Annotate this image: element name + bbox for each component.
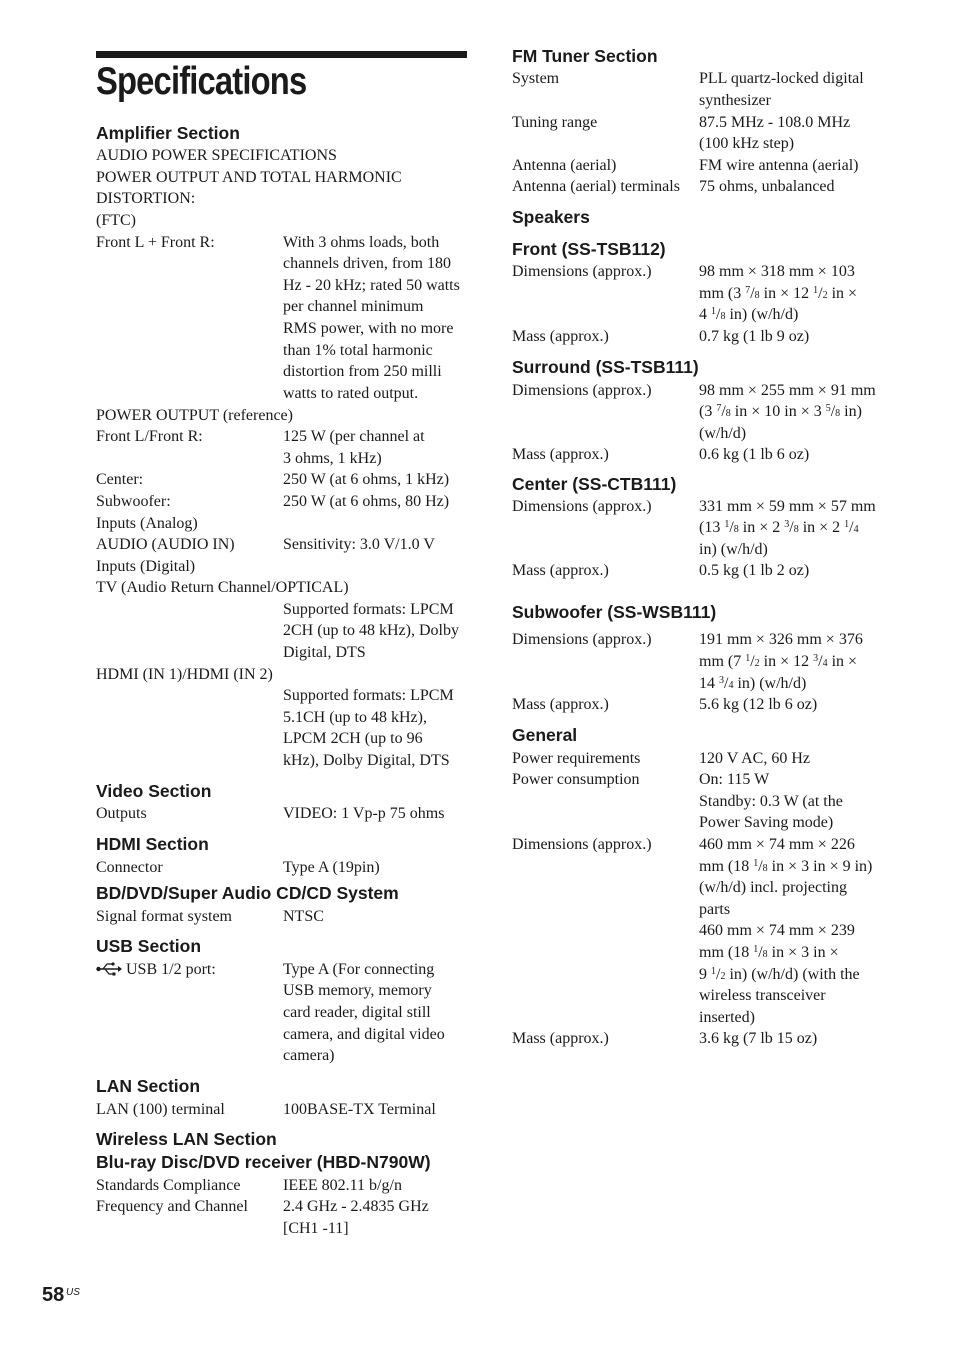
spec-label: TV (Audio Return Channel/OPTICAL): [96, 579, 349, 596]
spec-value: card reader, digital still: [283, 1004, 431, 1021]
spec-value: USB memory, memory: [283, 982, 432, 999]
spec-label: Mass (approx.): [512, 696, 609, 713]
spec-value: 460 mm × 74 mm × 226: [699, 836, 855, 853]
usb-heading: USB Section: [96, 936, 202, 956]
page-title: Specifications: [96, 60, 307, 103]
spec-label: Dimensions (approx.): [512, 263, 652, 280]
spec-value: (100 kHz step): [699, 135, 795, 152]
spec-value: (w/h/d) incl. projecting: [699, 879, 847, 896]
spec-value: mm (7 $^1$/2 in × 12 $^3$/4 in ×: [699, 653, 858, 670]
spec-value: Type A (For connecting: [283, 961, 435, 978]
spec-label: AUDIO (AUDIO IN): [96, 536, 235, 553]
spec-label: Antenna (aerial): [512, 157, 617, 174]
spec-text: Inputs (Analog): [96, 515, 198, 532]
spec-label: Front L + Front R:: [96, 234, 215, 251]
spec-value: With 3 ohms loads, both: [283, 234, 440, 251]
spec-value: Supported formats: LPCM: [283, 601, 454, 618]
spec-value: 460 mm × 74 mm × 239: [699, 922, 855, 939]
spec-value: 250 W (at 6 ohms, 80 Hz): [283, 493, 450, 510]
spec-value: 0.6 kg (1 lb 6 oz): [699, 446, 810, 463]
speakers-heading: Speakers: [512, 207, 590, 227]
spec-label: Standards Compliance: [96, 1177, 241, 1194]
spec-label: Outputs: [96, 805, 147, 822]
spec-value: 2.4 GHz - 2.4835 GHz: [283, 1198, 429, 1215]
spec-value: 0.5 kg (1 lb 2 oz): [699, 562, 810, 579]
spec-value: Digital, DTS: [283, 644, 366, 661]
spec-value: kHz), Dolby Digital, DTS: [283, 752, 450, 769]
bd-heading: BD/DVD/Super Audio CD/CD System: [96, 883, 399, 903]
spec-label: Signal format system: [96, 908, 232, 925]
spec-value: 2CH (up to 48 kHz), Dolby: [283, 622, 459, 639]
spec-label: Tuning range: [512, 114, 598, 131]
spec-value: (w/h/d): [699, 425, 747, 442]
spec-value: [CH1 -11]: [283, 1220, 349, 1237]
spec-label: Mass (approx.): [512, 328, 609, 345]
spec-value: 98 mm × 255 mm × 91 mm: [699, 382, 876, 399]
spec-value: 5.1CH (up to 48 kHz),: [283, 709, 427, 726]
spec-value: 120 V AC, 60 Hz: [699, 750, 810, 767]
spec-value: camera): [283, 1047, 335, 1064]
spec-value: RMS power, with no more: [283, 320, 454, 337]
center-speaker-heading: Center (SS-CTB111): [512, 474, 677, 494]
subwoofer-heading: Subwoofer (SS-WSB111): [512, 602, 717, 622]
spec-value: FM wire antenna (aerial): [699, 157, 859, 174]
spec-label: Antenna (aerial) terminals: [512, 178, 680, 195]
spec-value: (3 $^7$/8 in × 10 in × 3 $^5$/8 in): [699, 403, 862, 420]
spec-label: Dimensions (approx.): [512, 631, 652, 648]
spec-value: Sensitivity: 3.0 V/1.0 V: [283, 536, 435, 553]
surround-speaker-heading: Surround (SS-TSB111): [512, 357, 699, 377]
spec-value: 3.6 kg (7 lb 15 oz): [699, 1030, 818, 1047]
general-heading: General: [512, 725, 578, 745]
spec-value: 14 $^3$/4 in) (w/h/d): [699, 675, 807, 692]
spec-value: Power Saving mode): [699, 814, 834, 831]
spec-text: Inputs (Digital): [96, 558, 196, 575]
spec-value: 75 ohms, unbalanced: [699, 178, 835, 195]
spec-value: per channel minimum: [283, 298, 424, 315]
spec-value: 250 W (at 6 ohms, 1 kHz): [283, 471, 450, 488]
spec-value: parts: [699, 901, 731, 918]
spec-value: channels driven, from 180: [283, 255, 451, 272]
spec-value: mm (18 $^1$/8 in × 3 in ×: [699, 944, 839, 961]
spec-value: 4 $^1$/8 in) (w/h/d): [699, 306, 799, 323]
spec-label: USB 1/2 port:: [126, 961, 216, 978]
spec-value: 98 mm × 318 mm × 103: [699, 263, 855, 280]
spec-text: POWER OUTPUT (reference): [96, 407, 293, 424]
spec-value: 5.6 kg (12 lb 6 oz): [699, 696, 818, 713]
spec-value: 331 mm × 59 mm × 57 mm: [699, 498, 876, 515]
spec-value: VIDEO: 1 Vp-p 75 ohms: [283, 805, 445, 822]
spec-value: inserted): [699, 1009, 755, 1026]
spec-value: On: 115 W: [699, 771, 770, 788]
spec-value: mm (18 $^1$/8 in × 3 in × 9 in): [699, 858, 873, 875]
spec-value: (13 $^1$/8 in × 2 $^3$/8 in × 2 $^1$/4: [699, 519, 859, 536]
wlan-heading: Wireless LAN Section: [96, 1129, 277, 1149]
spec-value: distortion from 250 milli: [283, 363, 442, 380]
wlan-subheading: Blu-ray Disc/DVD receiver (HBD-N790W): [96, 1152, 431, 1172]
lan-heading: LAN Section: [96, 1076, 201, 1096]
spec-value: 191 mm × 326 mm × 376: [699, 631, 863, 648]
spec-value: 0.7 kg (1 lb 9 oz): [699, 328, 810, 345]
spec-value: Hz - 20 kHz; rated 50 watts: [283, 277, 460, 294]
spec-value: 125 W (per channel at: [283, 428, 425, 445]
spec-value: NTSC: [283, 908, 324, 925]
spec-label: Dimensions (approx.): [512, 836, 652, 853]
spec-label: LAN (100) terminal: [96, 1101, 225, 1118]
spec-label: Subwoofer:: [96, 493, 171, 510]
spec-value: 3 ohms, 1 kHz): [283, 450, 382, 467]
spec-label: System: [512, 70, 560, 87]
spec-value: Supported formats: LPCM: [283, 687, 454, 704]
spec-value: LPCM 2CH (up to 96: [283, 730, 423, 747]
spec-label: Dimensions (approx.): [512, 382, 652, 399]
spec-label: Frequency and Channel: [96, 1198, 248, 1215]
spec-text: POWER OUTPUT AND TOTAL HARMONIC: [96, 169, 402, 186]
spec-label: Mass (approx.): [512, 446, 609, 463]
fm-heading: FM Tuner Section: [512, 46, 658, 66]
spec-value: 100BASE-TX Terminal: [283, 1101, 436, 1118]
spec-value: 87.5 MHz - 108.0 MHz: [699, 114, 851, 131]
spec-value: than 1% total harmonic: [283, 342, 433, 359]
spec-value: in) (w/h/d): [699, 541, 768, 558]
amplifier-heading: Amplifier Section: [96, 123, 240, 143]
page-region-suffix: US: [66, 1287, 80, 1298]
spec-label: Power consumption: [512, 771, 640, 788]
spec-label: HDMI (IN 1)/HDMI (IN 2): [96, 666, 273, 683]
spec-value: wireless transceiver: [699, 987, 826, 1004]
spec-label: Mass (approx.): [512, 562, 609, 579]
spec-value: mm (3 $^7$/8 in × 12 $^1$/2 in ×: [699, 285, 858, 302]
spec-label: Mass (approx.): [512, 1030, 609, 1047]
spec-text: (FTC): [96, 212, 136, 229]
usb-port-label: [96, 959, 216, 981]
spec-value: 9 $^1$/2 in) (w/h/d) (with the: [699, 966, 860, 983]
spec-value: PLL quartz-locked digital: [699, 70, 864, 87]
spec-value: watts to rated output.: [283, 385, 419, 402]
spec-value: Standby: 0.3 W (at the: [699, 793, 843, 810]
spec-label: Connector: [96, 859, 163, 876]
title-rule: [96, 51, 467, 58]
spec-text: AUDIO POWER SPECIFICATIONS: [96, 147, 337, 164]
spec-value: camera, and digital video: [283, 1026, 445, 1043]
usb-icon: [96, 962, 122, 976]
spec-value: synthesizer: [699, 92, 771, 109]
page-number: 58: [42, 1284, 65, 1306]
spec-text: DISTORTION:: [96, 190, 196, 207]
hdmi-heading: HDMI Section: [96, 834, 209, 854]
spec-value: IEEE 802.11 b/g/n: [283, 1177, 402, 1194]
spec-label: Front L/Front R:: [96, 428, 203, 445]
spec-label: Dimensions (approx.): [512, 498, 652, 515]
spec-label: Center:: [96, 471, 144, 488]
spec-value: Type A (19pin): [283, 859, 380, 876]
video-heading: Video Section: [96, 781, 212, 801]
front-speaker-heading: Front (SS-TSB112): [512, 239, 666, 259]
spec-label: Power requirements: [512, 750, 641, 767]
